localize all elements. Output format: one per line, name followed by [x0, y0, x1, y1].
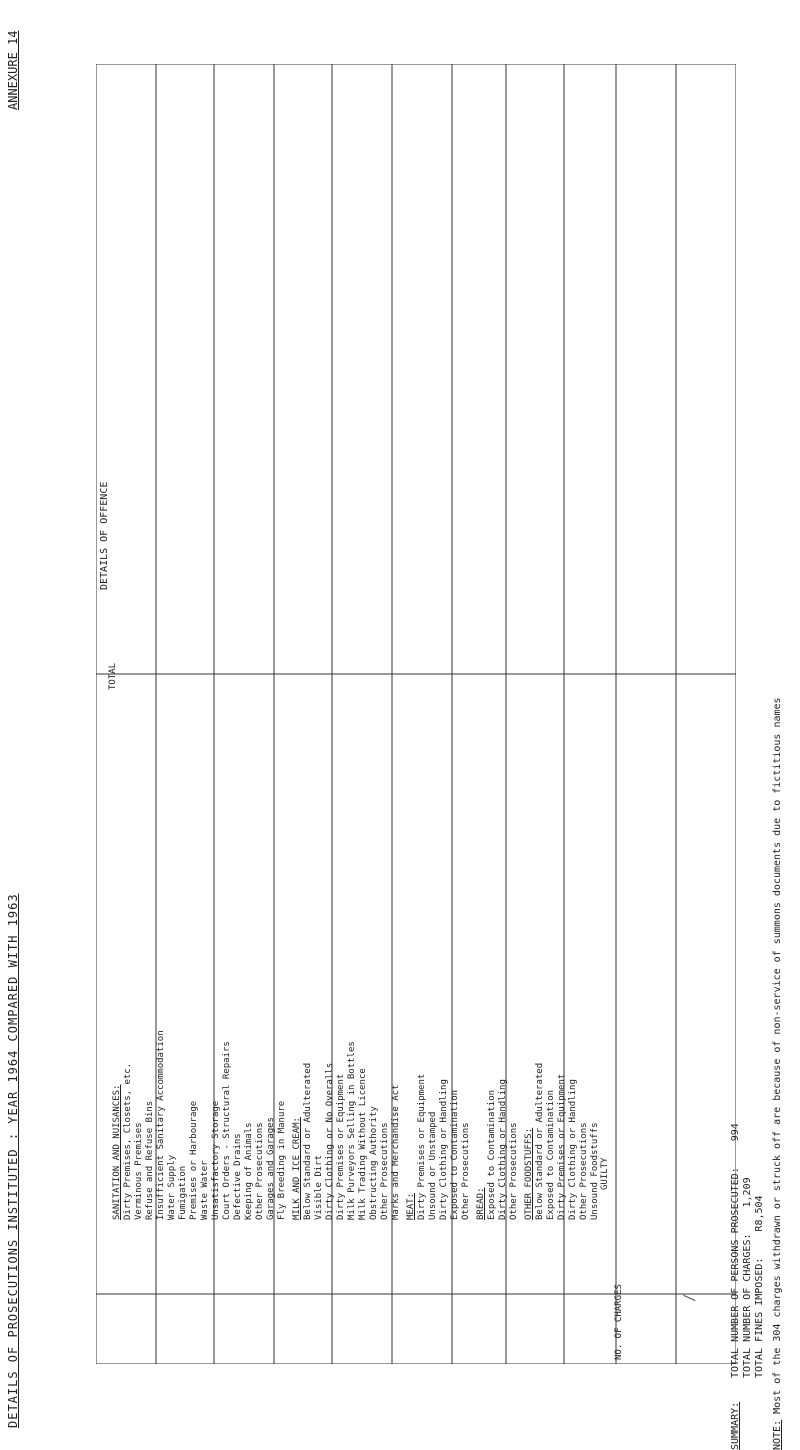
summary-row-value: R8,504	[754, 1195, 765, 1232]
category-heading: BREAD:	[476, 1187, 486, 1220]
category-heading: MILK AND ICE CREAM:	[292, 1117, 302, 1220]
offence-label: Fumigation	[178, 1165, 188, 1220]
offence-label: Dirty Clothing or Handling	[568, 1079, 578, 1220]
category-heading: MEAT:	[406, 1192, 416, 1220]
summary-row	[742, 1123, 754, 1378]
offence-label: Court Orders - Structural Repairs	[222, 1041, 232, 1220]
category-heading: SANITATION AND NUISANCES:	[112, 1084, 122, 1220]
category-heading: OTHER FOODSTUFFS:	[524, 1127, 534, 1220]
col-header-guilty: GUILTY	[600, 1157, 610, 1190]
offence-label: Refuse and Refuse Bins	[145, 1100, 155, 1220]
offence-label: Obstructing Authority	[369, 1106, 379, 1220]
note-text: Most of the 304 charges withdrawn or struck off are because of non-service of summons documents due to fictitious names	[772, 697, 783, 1414]
offence-label: Dirty Clothing or Handling	[439, 1079, 449, 1220]
summary-row-label: TOTAL FINES IMPOSED:	[754, 1251, 765, 1378]
offence-label: Verminous Premises	[134, 1122, 144, 1220]
offence-label: Dirty Premises, Closets, etc.	[123, 1062, 133, 1220]
offence-label: Dirty Premises or Equipment	[336, 1073, 346, 1220]
annexure-label: ANNEXURE 14	[6, 30, 20, 110]
offence-label: Premises or Harbourage	[189, 1100, 199, 1220]
offence-label: Below Standard or Adulterated	[303, 1062, 313, 1220]
offence-label: Other Prosecutions	[461, 1122, 471, 1220]
offence-label: Keeping of Animals	[244, 1122, 254, 1220]
offence-label: Garages and Garages	[266, 1117, 276, 1220]
offence-label: Unsatisfactory Storage	[211, 1100, 221, 1220]
offence-label: Exposed to Contamination	[487, 1089, 497, 1220]
offence-label: Exposed to Contamination	[450, 1089, 460, 1220]
offence-label: Unsound or Unstamped	[428, 1111, 438, 1220]
offence-label: Milk Trading Without Licence	[358, 1068, 368, 1220]
summary-title: SUMMARY:	[730, 1401, 741, 1450]
offence-label: Water Supply	[167, 1154, 177, 1220]
note-prefix: NOTE:	[772, 1419, 783, 1450]
offence-label: Unsound Foodstuffs	[590, 1122, 600, 1220]
offence-label: Dirty Premises or Equipment	[417, 1073, 427, 1220]
total-label: TOTAL	[108, 662, 118, 690]
offence-label: Visible Dirt	[314, 1154, 324, 1220]
summary-row-value: 994	[730, 1123, 741, 1142]
summary-row-label: TOTAL NUMBER OF PERSONS PROSECUTED:	[730, 1161, 741, 1378]
offence-label: Insufficient Sanitary Accommodation	[156, 1030, 166, 1220]
offence-label: Marks and Merchandise Act	[391, 1084, 401, 1220]
page-header: DETAILS OF PROSECUTIONS INSTITUTED : YEAR 1964 COMPARED WITH 1963	[6, 893, 20, 1428]
offence-label: Other Prosecutions	[255, 1122, 265, 1220]
offence-label: Defective Drains	[233, 1133, 243, 1220]
offence-label: Dirty Clothing or Handling	[498, 1079, 508, 1220]
summary-row	[754, 1123, 766, 1378]
offence-label: Other Prosecutions	[380, 1122, 390, 1220]
summary-row-label: TOTAL NUMBER OF CHARGES:	[742, 1227, 753, 1378]
col-header-charges: NO. OF CHARGES	[614, 1284, 624, 1360]
summary-row-value: 1,209	[742, 1177, 753, 1208]
offence-label: Other Prosecutions	[579, 1122, 589, 1220]
note-block	[772, 697, 783, 1450]
offence-label: Dirty Clothing or No Overalls	[325, 1062, 335, 1220]
col-header-details: DETAILS OF OFFENCE	[99, 481, 110, 590]
offence-label: Other Prosecutions	[509, 1122, 519, 1220]
offence-label: Exposed to Contamination	[546, 1089, 556, 1220]
offence-label: Waste Water	[200, 1160, 210, 1220]
offence-label: Below Standard or Adulterated	[535, 1062, 545, 1220]
offence-label: Milk Purveyors Selling in Bottles	[347, 1041, 357, 1220]
slash-mark: /	[682, 1293, 698, 1302]
offence-label: Dirty Premises or Equipment	[557, 1073, 567, 1220]
offence-label: Fly Breeding in Manure	[277, 1100, 287, 1220]
